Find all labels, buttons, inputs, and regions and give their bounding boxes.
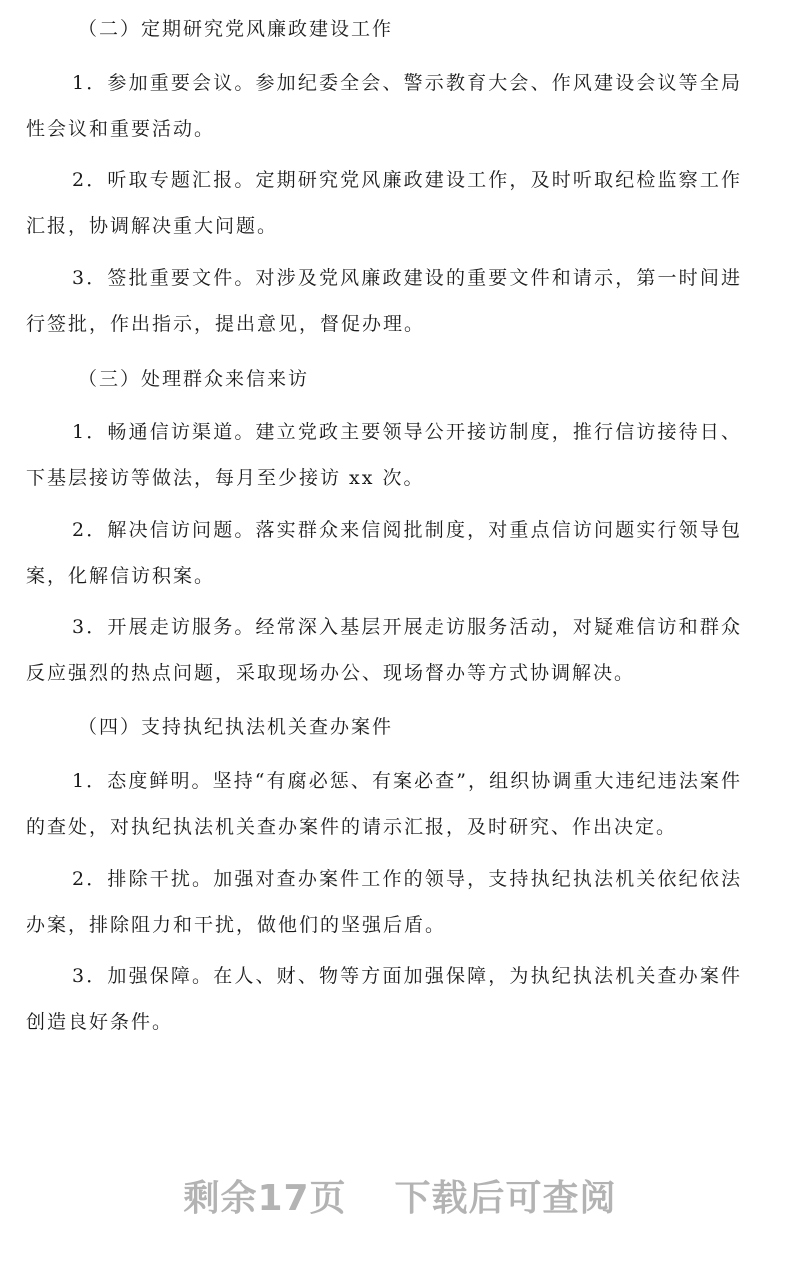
paragraph-2-2: 2．听取专题汇报。定期研究党风廉政建设工作，及时听取纪检监察工作汇报，协调解决重大问题。 — [26, 169, 742, 237]
section-heading-3: （三）处理群众来信来访 — [78, 368, 310, 390]
download-prompt[interactable] — [0, 1170, 800, 1221]
section-heading-2: （二）定期研究党风廉政建设工作 — [78, 18, 394, 40]
remaining-pages-text: 剩余17页 — [183, 1178, 347, 1219]
paragraph-4-1: 1．态度鲜明。坚持“有腐必惩、有案必查”，组织协调重大违纪违法案件的查处，对执纪执法机关查办案件的请示汇报，及时研究、作出决定。 — [26, 770, 742, 838]
paragraph-2-3: 3．签批重要文件。对涉及党风廉政建设的重要文件和请示，第一时间进行签批，作出指示，提出意见，督促办理。 — [26, 267, 742, 335]
paragraph-3-3: 3．开展走访服务。经常深入基层开展走访服务活动，对疑难信访和群众反应强烈的热点问题，采取现场办公、现场督办等方式协调解决。 — [26, 616, 742, 684]
section-heading-4: （四）支持执纪执法机关查办案件 — [78, 716, 394, 738]
paragraph-2-1: 1．参加重要会议。参加纪委全会、警示教育大会、作风建设会议等全局性会议和重要活动。 — [26, 72, 742, 140]
paragraph-3-1: 1．畅通信访渠道。建立党政主要领导公开接访制度，推行信访接待日、下基层接访等做法，每月至少接访 xx 次。 — [26, 421, 742, 489]
paragraph-4-3: 3．加强保障。在人、财、物等方面加强保障，为执纪执法机关查办案件创造良好条件。 — [26, 965, 742, 1033]
download-to-view-text: 下载后可查阅 — [394, 1178, 617, 1219]
paragraph-4-2: 2．排除干扰。加强对查办案件工作的领导，支持执纪执法机关依纪依法办案，排除阻力和干扰，做他们的坚强后盾。 — [26, 868, 742, 936]
paragraph-3-2: 2．解决信访问题。落实群众来信阅批制度，对重点信访问题实行领导包案，化解信访积案。 — [26, 519, 742, 587]
